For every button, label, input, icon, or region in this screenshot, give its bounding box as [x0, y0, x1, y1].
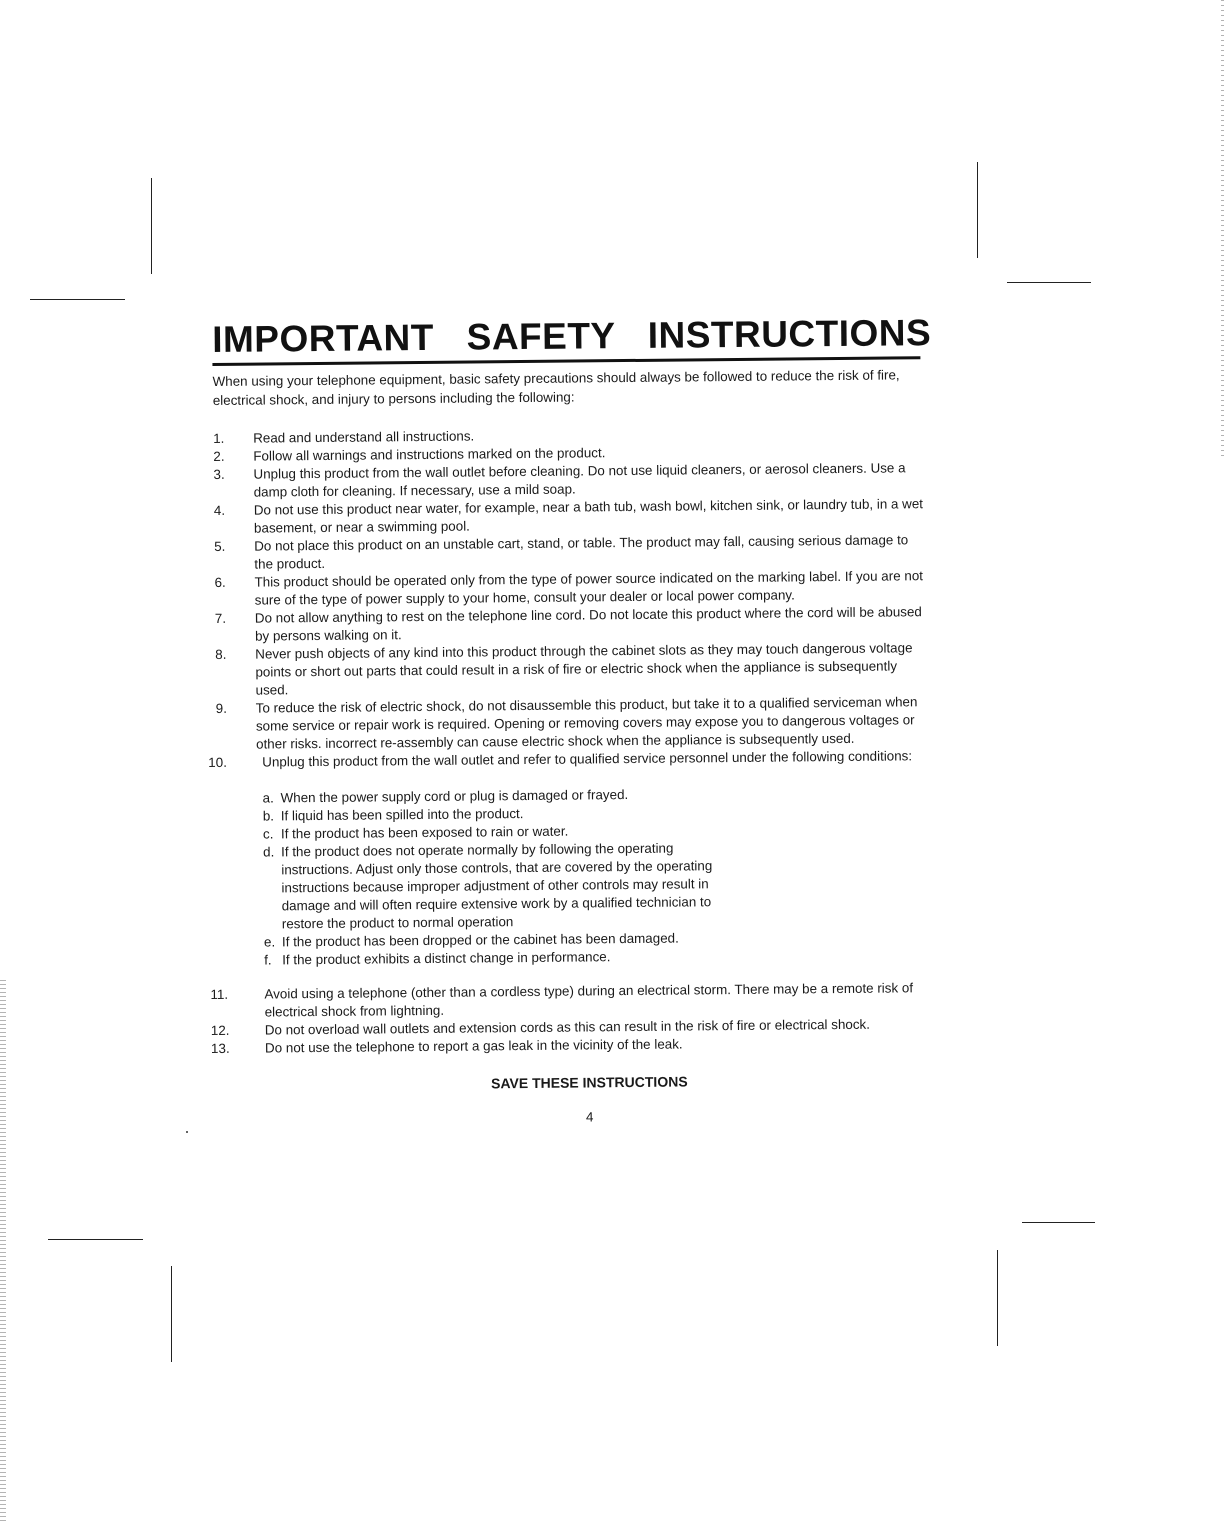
- item-number: 12.: [210, 1022, 230, 1039]
- sub-item-letter: d.: [263, 844, 275, 860]
- item-number: 10.: [208, 754, 227, 771]
- crop-mark-bottom-left-horizontal: [48, 1239, 143, 1240]
- item-number: 3.: [213, 466, 225, 482]
- page-title: IMPORTANT SAFETY INSTRUCTIONS: [212, 311, 920, 366]
- crop-mark-bottom-left-vertical: [171, 1266, 172, 1362]
- sub-item-text: If the product exhibits a distinct change in performance.: [282, 949, 611, 968]
- sub-item-text: If the product has been exposed to rain or water.: [280, 823, 569, 842]
- page-number: 4: [585, 1109, 594, 1125]
- item-text: Do not overload wall outlets and extension cords as this can result in the risk of fire or electrical shock.: [264, 1016, 870, 1038]
- item-text: Avoid using a telephone (other than a cordless type) during an electrical storm. There may be a remote risk of electrical shock from lightning.: [264, 980, 914, 1020]
- instruction-list: [208, 423, 935, 1058]
- item-text: Unplug this product from the wall outlet before cleaning. Do not use liquid cleaners, or aerosol cleaners. Use a damp cloth for cleaning. If necessary, use a mild soap.: [253, 460, 906, 500]
- sub-item-letter: e.: [263, 934, 276, 950]
- item-number: 8.: [215, 646, 227, 662]
- condition-sublist: [263, 783, 937, 969]
- list-item: [216, 693, 928, 754]
- sub-item-text: When the power supply cord or plug is damaged or frayed.: [280, 787, 629, 806]
- sub-item-text: If liquid has been spilled into the product.: [280, 806, 524, 824]
- item-text: This product should be operated only from the type of power source indicated on the marking label. If you are not sure of the type of power supply to your home, consult your dealer or local power company.: [254, 568, 924, 608]
- sub-item-letter: a.: [262, 790, 274, 806]
- crop-mark-top-left-horizontal: [30, 299, 125, 300]
- item-text: Do not use this product near water, for example, near a bath tub, wash bowl, kitchen sink, or laundry tub, in a wet basement, or near a swimming pool.: [253, 496, 924, 536]
- item-text: To reduce the risk of electric shock, do not disaussemble this product, but take it to a qualified serviceman when some service or repair work is required. Opening or removing covers may expose you to dangerous voltages or other risks. incorrect re-assembly can cause electric shock when the appliance is subsequently used.: [255, 694, 918, 752]
- item-number: 1.: [213, 430, 225, 446]
- list-item: [208, 747, 936, 970]
- sub-item-letter: f.: [264, 952, 272, 968]
- item-number: 4.: [213, 502, 226, 518]
- crop-mark-bottom-right-horizontal: [1022, 1222, 1095, 1223]
- safety-instructions: [208, 311, 936, 1128]
- sub-list-item: [263, 839, 742, 934]
- item-number: 9.: [215, 700, 227, 716]
- sub-item-text: If the product has been dropped or the cabinet has been damaged.: [281, 930, 679, 950]
- item-text: Never push objects of any kind into this product through the cabinet slots as they may touch dangerous voltage points or short out parts that could result in a risk of fire or electric shock when the appliance is subsequently used.: [255, 640, 913, 698]
- item-text: Do not allow anything to rest on the telephone line cord. Do not locate this product where the cord will be abused by persons walking on it.: [254, 604, 922, 644]
- item-text: Follow all warnings and instructions marked on the product.: [253, 445, 606, 464]
- item-text: Read and understand all instructions.: [253, 428, 475, 446]
- sub-item-letter: c.: [262, 826, 274, 842]
- sub-list-item: [264, 947, 742, 970]
- item-number: 6.: [214, 574, 226, 590]
- crop-mark-top-left-vertical: [151, 178, 152, 274]
- item-text: Do not place this product on an unstable cart, stand, or table. The product may fall, causing serious damage to the product.: [254, 532, 909, 572]
- item-number: 13.: [210, 1040, 230, 1057]
- intro-paragraph: When using your telephone equipment, basic safety precautions should always be followed to reduce the risk of fire, electrical shock, and injury to persons including the following:: [212, 367, 900, 408]
- scan-edge-noise-left: [0, 980, 6, 1522]
- item-number: 5.: [214, 538, 226, 554]
- save-instructions-heading: SAVE THESE INSTRUCTIONS: [491, 1073, 688, 1092]
- crop-mark-top-right-horizontal: [1007, 282, 1091, 283]
- item-number: 11.: [210, 986, 229, 1003]
- list-item: [215, 639, 927, 700]
- item-text: Do not use the telephone to report a gas leak in the vicinity of the leak.: [264, 1036, 683, 1056]
- crop-mark-bottom-right-vertical: [997, 1250, 998, 1346]
- item-number: 7.: [214, 610, 227, 626]
- item-text: Unplug this product from the wall outlet and refer to qualified service personnel under the following conditions:: [262, 748, 913, 770]
- crop-mark-top-right-vertical: [977, 162, 978, 258]
- item-number: 2.: [213, 448, 225, 464]
- sub-item-letter: b.: [262, 808, 275, 824]
- sub-item-text: If the product does not operate normally by following the operating instructions. Adjust only those controls, that are covered by the operating instructions because improper adjustment of other controls may result in damage and will often require extensive work by a qualified technician to restore the product to normal operation: [281, 840, 713, 932]
- speck: [186, 1131, 188, 1133]
